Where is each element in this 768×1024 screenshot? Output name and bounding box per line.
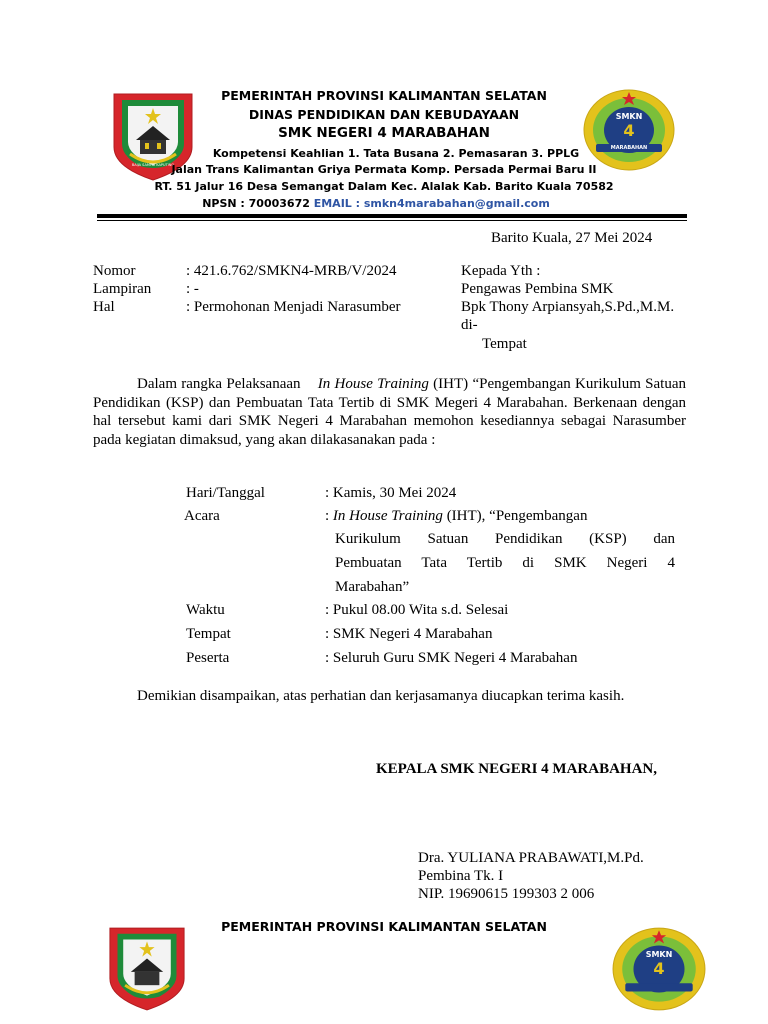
peserta-value: : Seluruh Guru SMK Negeri 4 Marabahan — [325, 650, 578, 666]
signature-rank: Pembina Tk. I — [418, 868, 504, 884]
body-text-b: (IHT) “Pengembangan Kurikulum Satuan Pendidikan (KSP) dan Pembuatan Tata Tertib di SMK Megeri 4 Marabahan. Berkenaan dengan hal tersebut kami dari SMK Negeri 4 Marabahan memohon kesediannya sebagai Narasumber pada kegiatan dimaksud, yang akan dilakasanakan pada : — [93, 376, 687, 448]
body-text-italic: In House Training — [317, 376, 429, 392]
acara-line-4: Marabahan” — [335, 579, 410, 595]
lampiran-label: Lampiran — [93, 281, 152, 297]
province-emblem-logo-2 — [108, 926, 186, 1012]
school-emblem-number-2: 4 — [653, 959, 665, 978]
header-address-2: RT. 51 Jalur 16 Desa Semangat Dalam Kec. Alalak Kab. Barito Kuala 70582 — [154, 180, 614, 193]
header-npsn: NPSN : 70003672 — [202, 197, 310, 210]
header-school-name: SMK NEGERI 4 MARABAHAN — [278, 125, 490, 141]
body-paragraph — [93, 375, 686, 449]
waktu-label: Waktu — [186, 602, 225, 618]
closing-paragraph: Demikian disampaikan, atas perhatian dan kerjasamanya diucapkan terima kasih. — [137, 688, 625, 704]
signature-nip: NIP. 19690615 199303 2 006 — [418, 886, 595, 902]
school-emblem-ribbon: MARABAHAN — [610, 145, 648, 151]
school-emblem-text: SMKN — [615, 112, 643, 121]
school-emblem-text-2: SMKN — [645, 950, 673, 959]
recipient-line-1: Kepada Yth : — [461, 263, 541, 279]
header-competencies: Kompetensi Keahlian 1. Tata Busana 2. Pemasaran 3. PPLG — [212, 147, 580, 160]
school-emblem-number: 4 — [623, 121, 635, 140]
acara-label: Acara — [184, 508, 220, 524]
acara-rest-1: (IHT), “Pengembangan — [446, 508, 588, 524]
letter-date: Barito Kuala, 27 Mei 2024 — [491, 230, 653, 246]
nomor-label: Nomor — [93, 263, 136, 279]
hari-label: Hari/Tanggal — [186, 485, 265, 501]
header-divider-thick — [97, 214, 687, 218]
hari-value: : Kamis, 30 Mei 2024 — [325, 485, 457, 501]
acara-line-2: Kurikulum Satuan Pendidikan (KSP) dan — [335, 531, 675, 547]
header-email[interactable]: EMAIL : smkn4marabahan@gmail.com — [313, 197, 550, 210]
province-emblem-ribbon-text: BAIJA SAMPAI KAPUTING — [131, 163, 175, 167]
waktu-value: : Pukul 08.00 Wita s.d. Selesai — [325, 602, 509, 618]
signature-name: Dra. YULIANA PRABAWATI,M.Pd. — [418, 850, 644, 866]
recipient-line-4: di- — [461, 317, 478, 333]
header-province: PEMERINTAH PROVINSI KALIMANTAN SELATAN — [221, 88, 547, 103]
acara-line-3: Pembuatan Tata Tertib di SMK Negeri 4 — [335, 555, 675, 571]
tempat-label: Tempat — [186, 626, 231, 642]
hal-value: : Permohonan Menjadi Narasumber — [186, 299, 401, 315]
signature-title: KEPALA SMK NEGERI 4 MARABAHAN, — [376, 761, 657, 777]
lampiran-value: : - — [186, 281, 199, 297]
nomor-value: : 421.6.762/SMKN4-MRB/V/2024 — [186, 263, 397, 279]
header-department: DINAS PENDIDIKAN DAN KEBUDAYAAN — [248, 107, 520, 122]
tempat-value: : SMK Negeri 4 Marabahan — [325, 626, 493, 642]
recipient-line-5: Tempat — [482, 336, 527, 352]
acara-line-1 — [325, 507, 587, 525]
acara-italic: In House Training — [332, 508, 443, 524]
acara-colon: : — [325, 508, 330, 524]
header-divider-thin — [97, 220, 687, 221]
header-address-1: Jalan Trans Kalimantan Griya Permata Komp. Persada Permai Baru II — [171, 163, 597, 176]
header-contact — [0, 197, 760, 210]
next-header-province: PEMERINTAH PROVINSI KALIMANTAN SELATAN — [221, 919, 547, 934]
body-text-a: Dalam rangka Pelaksanaan — [137, 376, 301, 392]
recipient-line-2: Pengawas Pembina SMK — [461, 281, 614, 297]
hal-label: Hal — [93, 299, 115, 315]
recipient-line-3: Bpk Thony Arpiansyah,S.Pd.,M.M. — [461, 299, 675, 315]
peserta-label: Peserta — [186, 650, 230, 666]
